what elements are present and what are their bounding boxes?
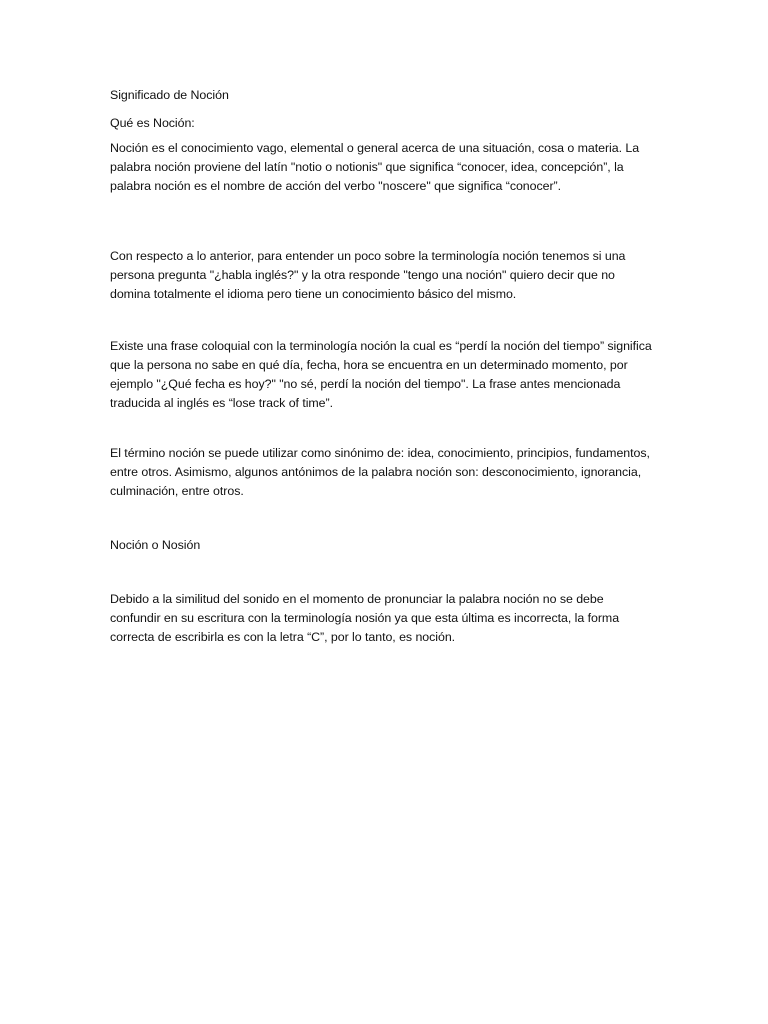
paragraph-synonyms-antonyms: El término noción se puede utilizar como sinónimo de: idea, conocimiento, principios, fundamentos, entre otros. Asimismo, algunos antónimos de la palabra noción son: desconocimiento, ignorancia, culminación, entre otros.: [110, 446, 650, 498]
section-heading: Noción o Nosión: [110, 538, 201, 552]
paragraph-definition: Noción es el conocimiento vago, elemental o general acerca de una situación, cosa o materia. La palabra noción proviene del latín "notio o notionis" que significa “conocer, idea, concepción”, la palabra noción es el nombre de acción del verbo "noscere" que significa “conocer”.: [110, 141, 640, 193]
paragraph-colloquial-phrase: Existe una frase coloquial con la terminología noción la cual es “perdí la noción del tiempo” significa que la persona no sabe en qué día, fecha, hora se encuentra en un determinado momento, por ejemplo "¿Qué fecha es hoy?" "no sé, perdí la noción del tiempo". La frase antes mencionada traducida al inglés es “lose track of time”.: [110, 339, 652, 410]
document-question-heading: Qué es Noción:: [110, 116, 195, 130]
document-title: Significado de Noción: [110, 88, 229, 102]
paragraph-spelling: Debido a la similitud del sonido en el momento de pronunciar la palabra noción no se debe confundir en su escritura con la terminología nosión ya que esta última es incorrecta, la forma correcta de escribirla es con la letra “C”, por lo tanto, es noción.: [110, 592, 620, 644]
paragraph-example-language: Con respecto a lo anterior, para entender un poco sobre la terminología noción tenemos si una persona pregunta "¿habla inglés?" y la otra responde "tengo una noción" quiero decir que no domina totalmente el idioma pero tiene un conocimiento básico del mismo.: [110, 249, 626, 301]
